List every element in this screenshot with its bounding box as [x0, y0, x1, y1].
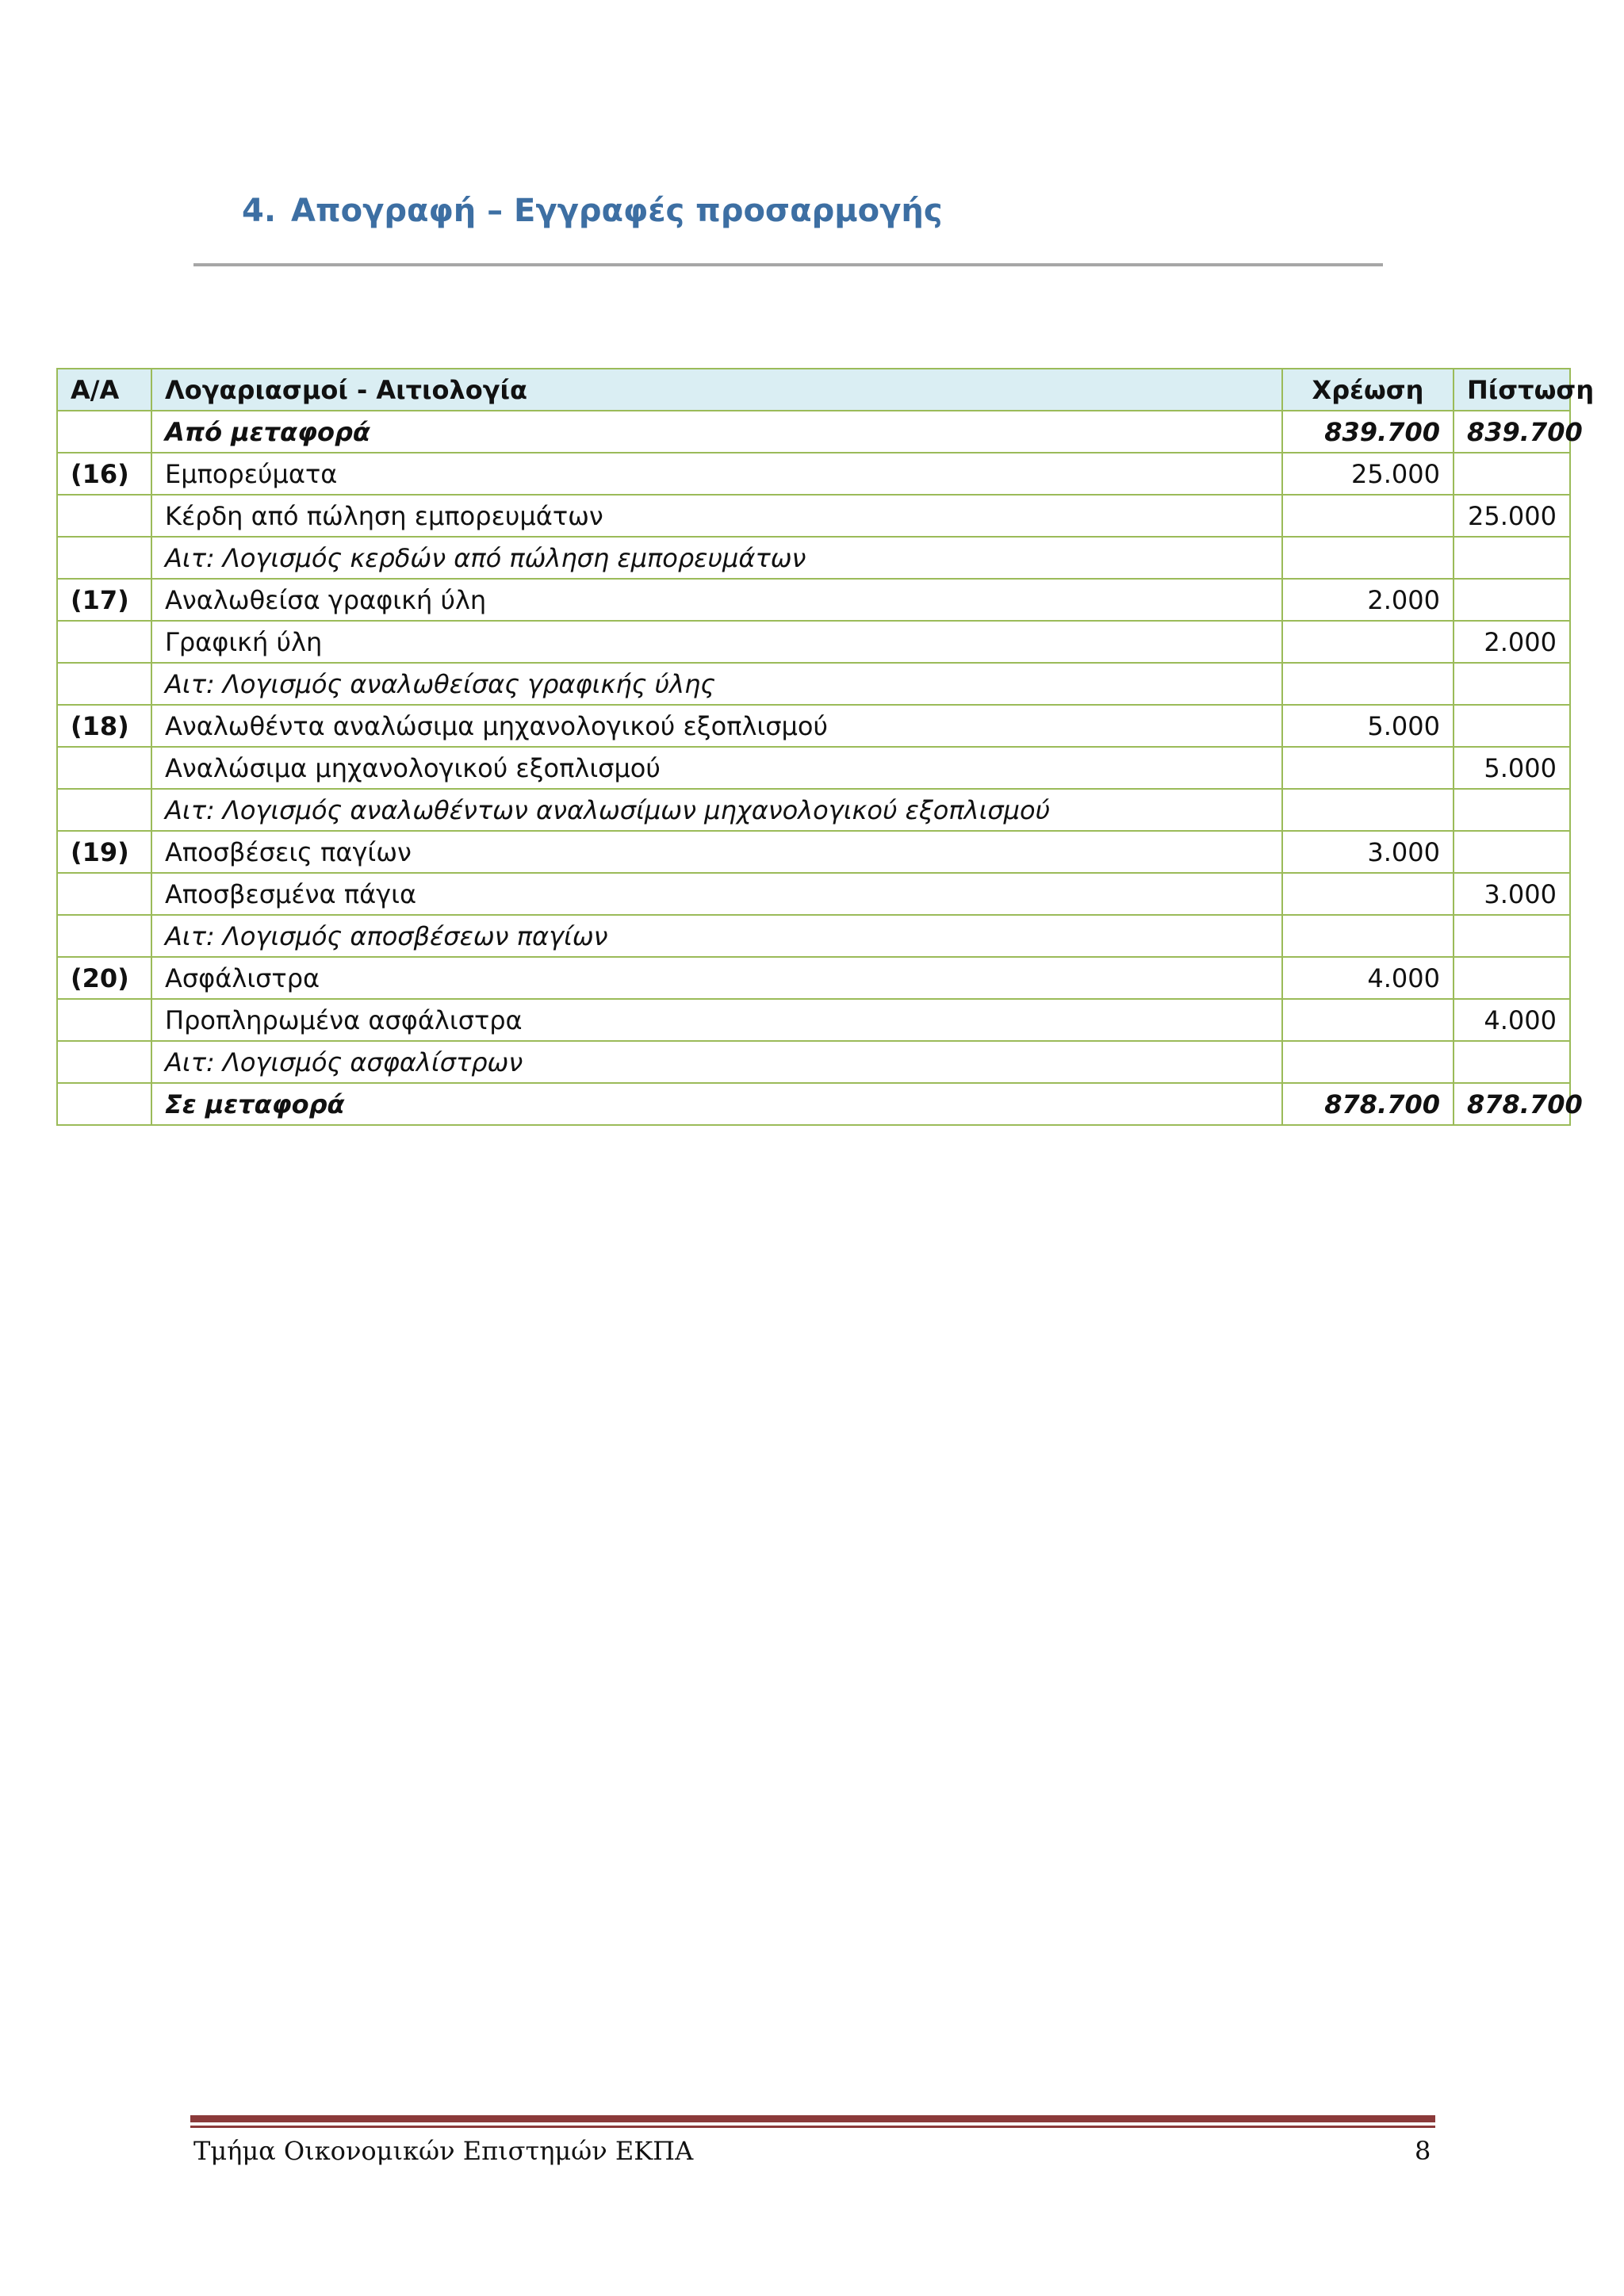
- footer-department: Τμήμα Οικονομικών Επιστημών ΕΚΠΑ: [193, 2136, 694, 2166]
- debit-amount: [1282, 495, 1454, 537]
- table-row: [57, 453, 1570, 495]
- credit-amount: [1454, 957, 1570, 999]
- credit-amount: [1454, 789, 1570, 831]
- table-row: [57, 411, 1570, 453]
- credit-amount: [1454, 1041, 1570, 1083]
- debit-amount: 5.000: [1282, 705, 1454, 747]
- credit-amount: [1454, 663, 1570, 705]
- debit-amount: [1282, 1041, 1454, 1083]
- debit-account: Εμπορεύματα: [151, 453, 1282, 495]
- credit-amount: [1454, 705, 1570, 747]
- entry-number: (18): [57, 705, 151, 747]
- credit-account: Προπληρωμένα ασφάλιστρα: [151, 999, 1282, 1041]
- debit-account: Αποσβέσεις παγίων: [151, 831, 1282, 873]
- credit-account: Αναλώσιμα μηχανολογικού εξοπλισμού: [151, 747, 1282, 789]
- header-credit: Πίστωση: [1454, 369, 1570, 411]
- entry-number: [57, 621, 151, 663]
- entry-number: (20): [57, 957, 151, 999]
- credit-amount: [1454, 537, 1570, 579]
- debit-amount: 3.000: [1282, 831, 1454, 873]
- header-account: Λογαριασμοί - Αιτιολογία: [151, 369, 1282, 411]
- table-row: [57, 789, 1570, 831]
- credit-amount: 2.000: [1454, 621, 1570, 663]
- entry-number: (19): [57, 831, 151, 873]
- debit-amount: 4.000: [1282, 957, 1454, 999]
- table-row: [57, 495, 1570, 537]
- table-row: [57, 621, 1570, 663]
- debit-amount: [1282, 915, 1454, 957]
- header-debit: Χρέωση: [1282, 369, 1454, 411]
- entry-number: [57, 915, 151, 957]
- entry-note: Αιτ: Λογισμός αποσβέσεων παγίων: [151, 915, 1282, 957]
- debit-account: Αναλωθείσα γραφική ύλη: [151, 579, 1282, 621]
- carry-label: Από μεταφορά: [151, 411, 1282, 453]
- entry-number: [57, 999, 151, 1041]
- table-row: [57, 1041, 1570, 1083]
- entry-number: [57, 663, 151, 705]
- credit-account: Γραφική ύλη: [151, 621, 1282, 663]
- table-row: [57, 579, 1570, 621]
- debit-amount: [1282, 999, 1454, 1041]
- entry-note: Αιτ: Λογισμός αναλωθείσας γραφικής ύλης: [151, 663, 1282, 705]
- entry-number: (16): [57, 453, 151, 495]
- credit-account: Κέρδη από πώληση εμπορευμάτων: [151, 495, 1282, 537]
- table-row: [57, 957, 1570, 999]
- debit-amount: 878.700: [1282, 1083, 1454, 1125]
- entry-note: Αιτ: Λογισμός ασφαλίστρων: [151, 1041, 1282, 1083]
- heading-divider: [193, 263, 1383, 266]
- table-row: [57, 873, 1570, 915]
- debit-amount: 25.000: [1282, 453, 1454, 495]
- section-title: Απογραφή – Εγγραφές προσαρμογής: [291, 193, 943, 229]
- entry-number: [57, 1083, 151, 1125]
- entry-number: [57, 789, 151, 831]
- section-heading: [242, 193, 943, 229]
- table-header-row: [57, 369, 1570, 411]
- debit-amount: 2.000: [1282, 579, 1454, 621]
- entry-number: (17): [57, 579, 151, 621]
- entry-number: [57, 411, 151, 453]
- credit-amount: 3.000: [1454, 873, 1570, 915]
- credit-amount: [1454, 915, 1570, 957]
- debit-account: Ασφάλιστρα: [151, 957, 1282, 999]
- credit-amount: [1454, 453, 1570, 495]
- entry-note: Αιτ: Λογισμός αναλωθέντων αναλωσίμων μηχανολογικού εξοπλισμού: [151, 789, 1282, 831]
- credit-amount: 5.000: [1454, 747, 1570, 789]
- carry-label: Σε μεταφορά: [151, 1083, 1282, 1125]
- entry-note: Αιτ: Λογισμός κερδών από πώληση εμπορευμάτων: [151, 537, 1282, 579]
- credit-amount: 878.700: [1454, 1083, 1570, 1125]
- debit-amount: [1282, 747, 1454, 789]
- table-row: [57, 999, 1570, 1041]
- table-row: [57, 747, 1570, 789]
- entry-number: [57, 1041, 151, 1083]
- debit-amount: [1282, 789, 1454, 831]
- debit-amount: [1282, 621, 1454, 663]
- entry-number: [57, 873, 151, 915]
- footer-divider-thin: [190, 2126, 1435, 2128]
- journal-body: [57, 411, 1583, 1125]
- journal-table: [56, 368, 1595, 1126]
- table-row: [57, 915, 1570, 957]
- entry-number: [57, 495, 151, 537]
- entry-number: [57, 537, 151, 579]
- credit-amount: [1454, 579, 1570, 621]
- page-number: 8: [1415, 2136, 1431, 2166]
- table-row: [57, 537, 1570, 579]
- table-row: [57, 705, 1570, 747]
- debit-amount: 839.700: [1282, 411, 1454, 453]
- credit-amount: 25.000: [1454, 495, 1570, 537]
- credit-amount: 839.700: [1454, 411, 1570, 453]
- credit-amount: [1454, 831, 1570, 873]
- header-aa: Α/Α: [57, 369, 151, 411]
- credit-amount: 4.000: [1454, 999, 1570, 1041]
- debit-amount: [1282, 537, 1454, 579]
- debit-account: Αναλωθέντα αναλώσιμα μηχανολογικού εξοπλισμού: [151, 705, 1282, 747]
- table-row: [57, 831, 1570, 873]
- table-row: [57, 663, 1570, 705]
- credit-account: Αποσβεσμένα πάγια: [151, 873, 1282, 915]
- debit-amount: [1282, 873, 1454, 915]
- footer-divider: [190, 2115, 1435, 2122]
- debit-amount: [1282, 663, 1454, 705]
- section-number: 4.: [242, 193, 277, 229]
- table-row: [57, 1083, 1570, 1125]
- entry-number: [57, 747, 151, 789]
